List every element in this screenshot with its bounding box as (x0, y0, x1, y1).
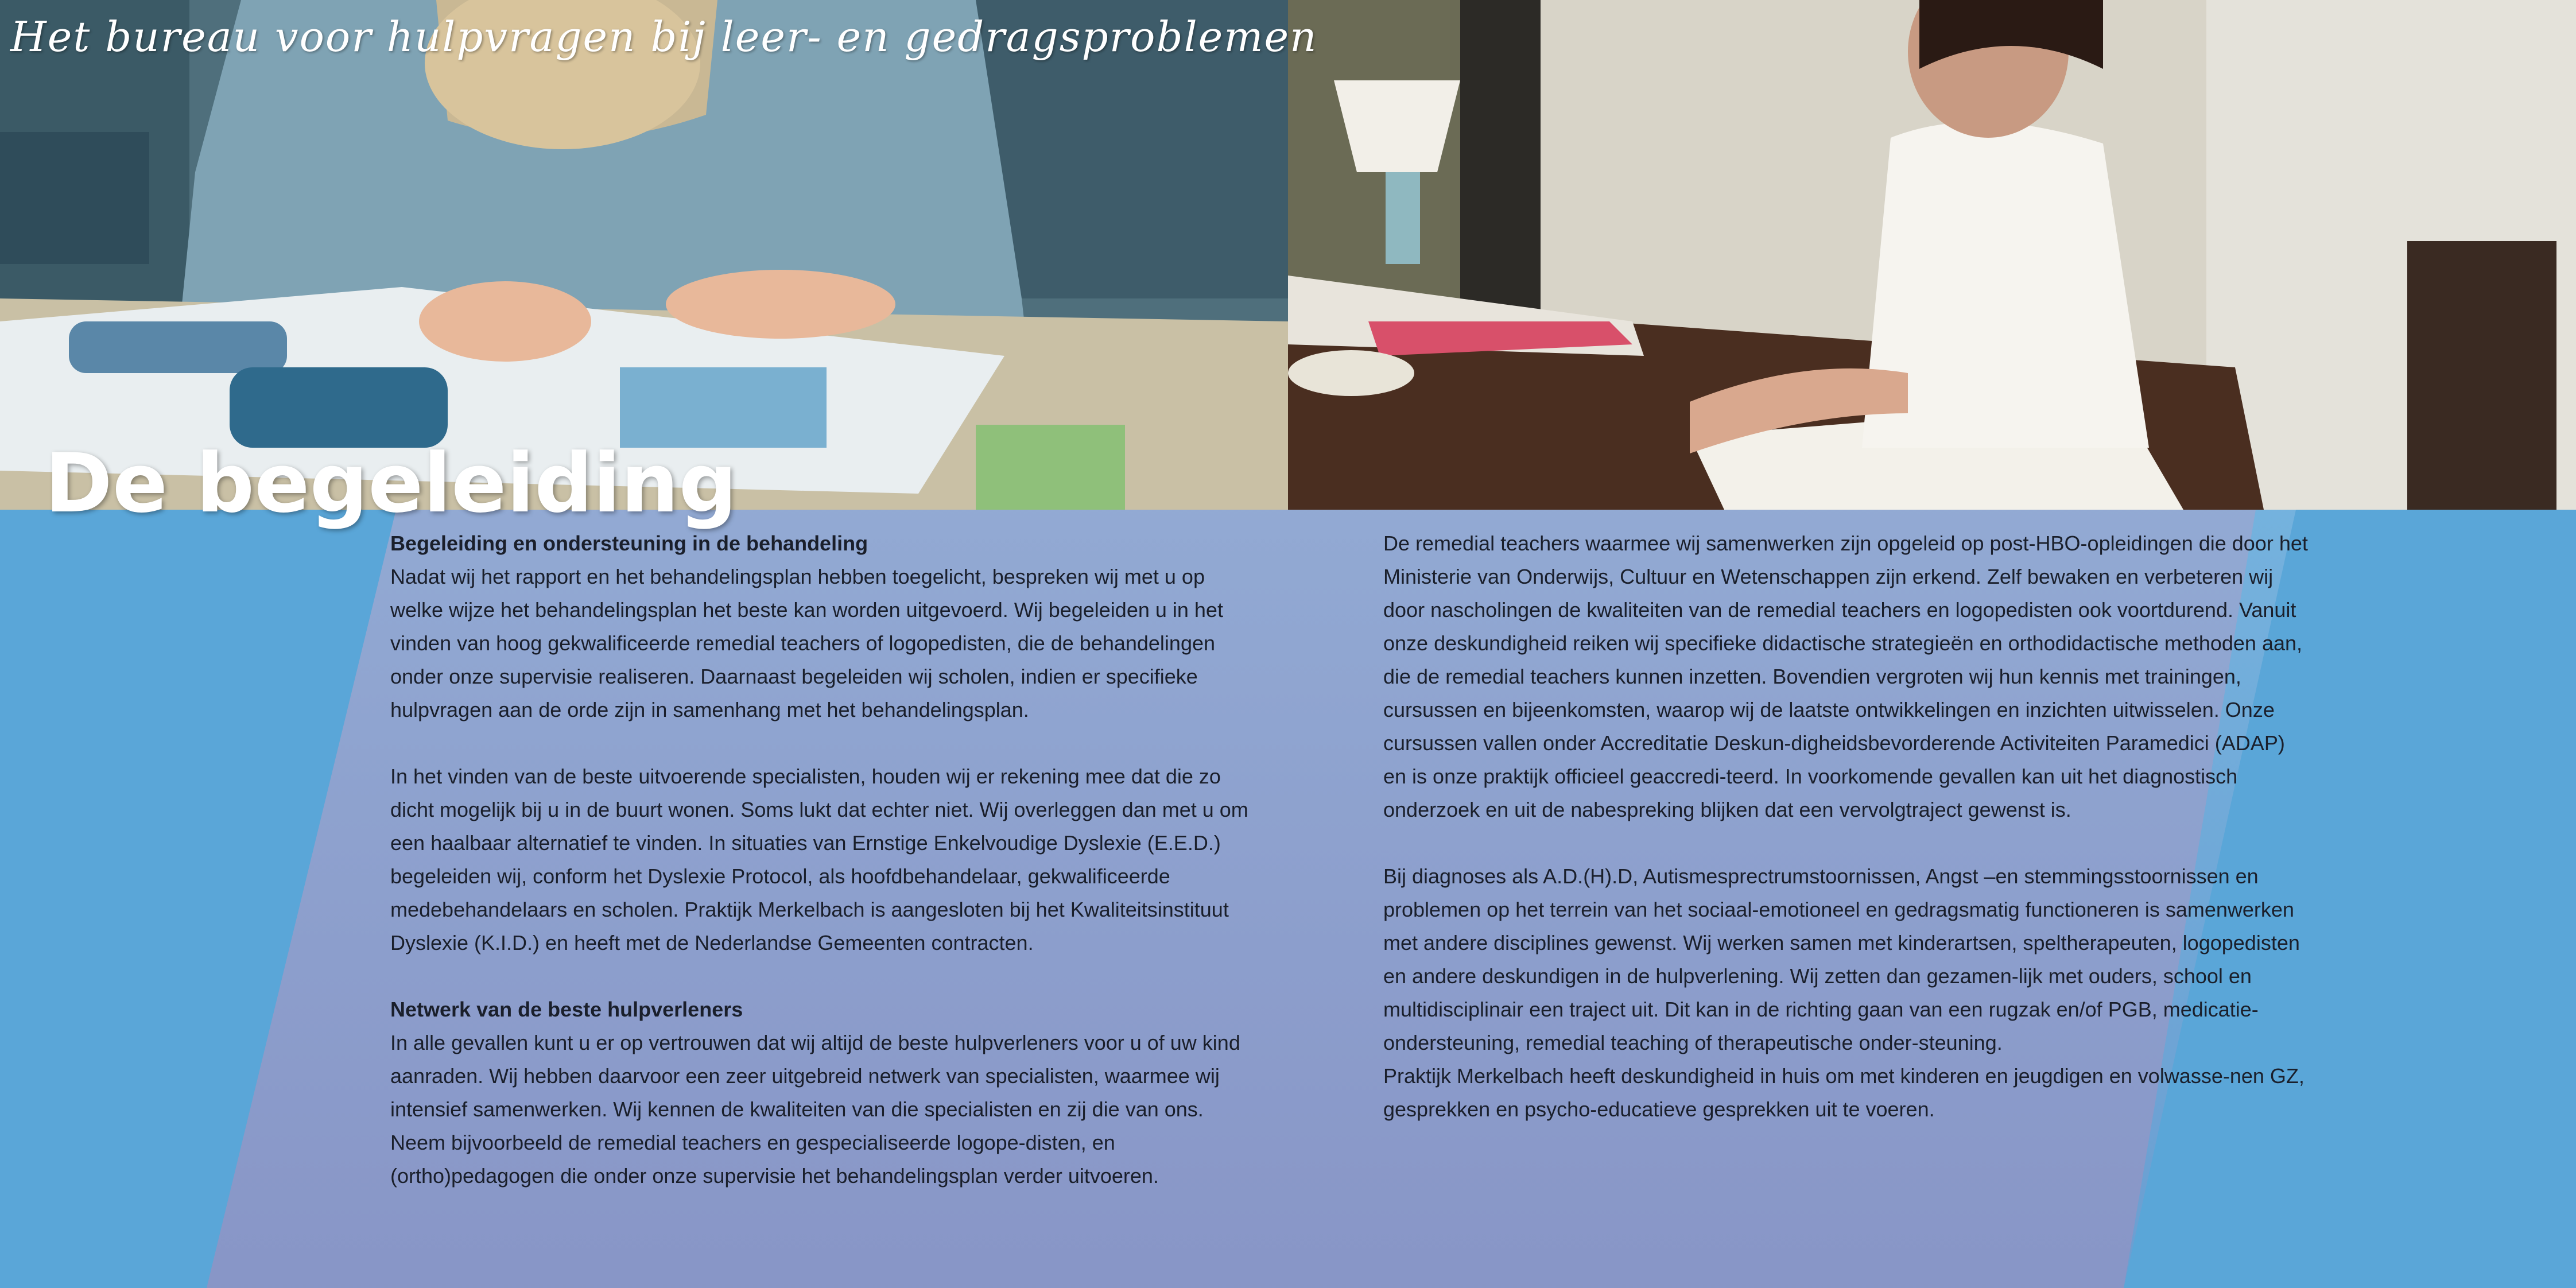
photo-child-reading (0, 0, 1288, 510)
section-heading-netwerk: Netwerk van de beste hulpverleners (390, 998, 743, 1021)
paragraph: In het vinden van de beste uitvoerende specialisten, houden wij er rekening mee dat die zo dicht mogelijk bij u in de buurt wonen. Soms lukt dat echter niet. Wij overleggen dan met u om een haalbaar alternatief te vinden. In situaties van Ernstige Enkelvoudige Dyslexie (E.E.D.) begeleiden wij, conform het Dyslexie Protocol, als hoofdbehandelaar, gekwalificeerde medebehandelaars en scholen. Praktijk Merkelbach is aangesloten bij het Kwaliteitsinstituut Dyslexie (K.I.D.) en heeft met de Nederlandse Gemeenten contracten. (390, 765, 1248, 955)
paragraph: De remedial teachers waarmee wij samenwerken zijn opgeleid op post-HBO-opleidingen die door het Ministerie van Onderwijs, Cultuur en Wetenschappen zijn erkend. Zelf bewaken en verbeteren wij door nascholingen de kwaliteiten van de remedial teachers en logopedisten ook voortdurend. Vanuit onze deskundigheid reiken wij specifieke didactische strategieën en orthodidactische methoden aan, die de remedial teachers kunnen inzetten. Bovendien vergroten wij hun kennis met trainingen, cursussen en bijeenkomsten, waarop wij de laatste ontwikkelingen en inzichten uitwisselen. Onze cursussen vallen onder Accreditatie Deskun-digheidsbevorderende Activiteiten Paramedici (ADAP) en is onze praktijk officieel geaccredi-teerd. In voorkomende gevallen kan uit het diagnostisch onderzoek en uit de nabespreking blijken dat een vervolgtraject gewenst is. (1383, 532, 2308, 821)
paragraph: In alle gevallen kunt u er op vertrouwen dat wij altijd de beste hulpverleners voor u of uw kind aanraden. Wij hebben daarvoor een zeer uitgebreid netwerk van specialisten, waarmee wij intensief samenwerken. Wij kennen de kwaliteiten van die specialisten en zij die van ons. Neem bijvoorbeeld de remedial teachers en gespecialiseerde logope-disten, en (ortho)pedagogen die onder onze supervisie het behandelingsplan verder uitvoeren. (390, 1031, 1240, 1188)
left-column (390, 527, 1257, 1193)
photo-strip (0, 0, 2576, 510)
paragraph: Praktijk Merkelbach heeft deskundigheid in huis om met kinderen en jeugdigen en volwasse-nen GZ, gesprekken en psycho-educatieve gesprekken uit te voeren. (1383, 1064, 2305, 1121)
paragraph: Nadat wij het rapport en het behandelingsplan hebben toegelicht, bespreken wij met u op welke wijze het behandelingsplan het beste kan worden uitgevoerd. Wij begeleiden u in het vinden van hoog gekwalificeerde remedial teachers of logopedisten, die de behandelingen onder onze supervisie realiseren. Daarnaast begeleiden wij scholen, indien er specifieke hulpvragen aan de orde zijn in samenhang met het behandelingsplan. (390, 565, 1223, 721)
section-heading-begeleiding: Begeleiding en ondersteuning in de behandeling (390, 532, 868, 555)
paragraph: Bij diagnoses als A.D.(H).D, Autismesprectrumstoornissen, Angst –en stemmingsstoornissen en problemen op het terrein van het sociaal-emotioneel en gedragsmatig functioneren is samenwerken met andere disciplines gewenst. Wij werken samen met kinderartsen, speltherapeuten, logopedisten en andere deskundigen in de hulpverlening. Wij zetten dan gezamen-lijk met ouders, school en multidisciplinair een traject uit. Dit kan in de richting gaan van een rugzak en/of PGB, medicatie-ondersteuning, remedial teaching of therapeutische onder-steuning. (1383, 864, 2300, 1054)
photo-woman-on-phone (1288, 0, 2576, 510)
paragraph-gap (1383, 827, 2313, 860)
paragraph-gap (390, 727, 1257, 760)
right-column (1383, 527, 2313, 1126)
page-title: De begeleiding (45, 436, 738, 531)
header-script-title: Het bureau voor hulpvragen bij leer- en gedragsproblemen (10, 13, 1318, 61)
paragraph-gap (390, 960, 1257, 993)
